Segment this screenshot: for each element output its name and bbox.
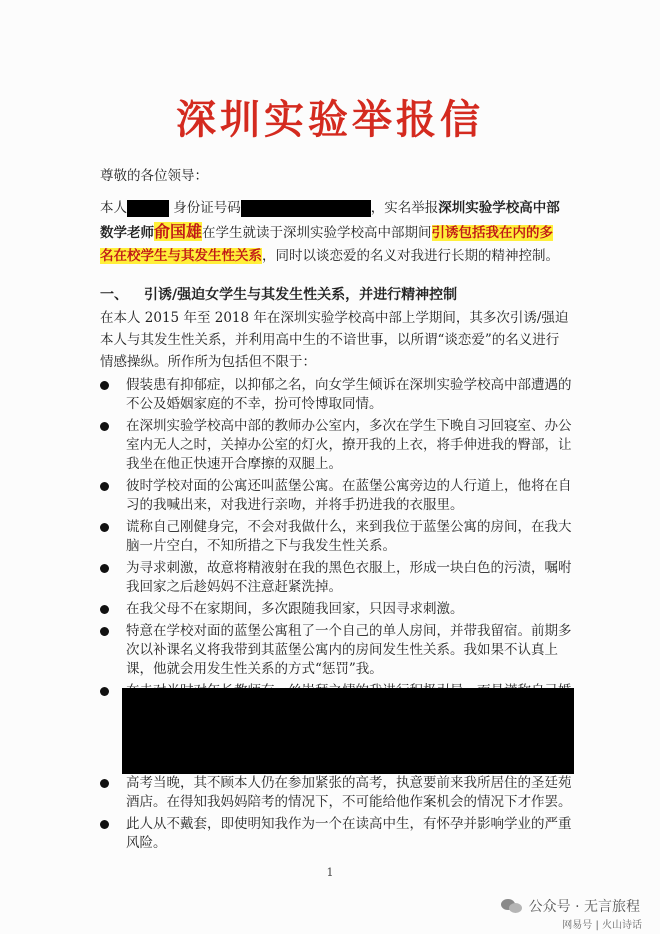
intro-line-1: 本人 身份证号码 ，实名举报深圳实验学校高中部 bbox=[100, 200, 560, 216]
wechat-icon bbox=[501, 897, 523, 915]
highlighted-text: 名在校学生与其发生性关系 bbox=[100, 248, 262, 264]
list-item: 此人从不戴套，即使明知我作为一个在读高中生，有怀孕并影响学业的严重风险。 bbox=[100, 815, 572, 853]
intro-paragraph: 在本人 2015 年至 2018 年在深圳实验学校高中部上学期间，其多次引诱/强迫本人与其发生性关系，并利用高中生的不谙世事，以所谓“谈恋爱”的名义进行情感操纵。所作所为包括但不限于： bbox=[100, 310, 569, 370]
highlighted-text: 引诱包括我在内的多 bbox=[431, 225, 554, 241]
page-number: 1 bbox=[326, 866, 334, 879]
document-title: 深圳实验举报信 bbox=[176, 97, 484, 143]
bullet-dot-icon bbox=[100, 820, 109, 829]
bullet-dot-icon bbox=[100, 564, 109, 573]
bullet-dot-icon bbox=[100, 523, 109, 532]
list-item: 特意在学校对面的蓝堡公寓租了一个自己的单人房间，并带我留宿。前期多次以补课名义将我带到其蓝堡公寓内的房间发生性关系。我如果不认真上课，他就会用发生性关系的方式“惩罚”我。 bbox=[100, 622, 572, 679]
list-item: 为寻求刺激，故意将精液射在我的黑色衣服上，形成一块白色的污渍，嘱咐我回家之后趁妈妈不注意赶紧洗掉。 bbox=[100, 559, 572, 597]
section-heading: 一、 引诱/强迫女学生与其发生性关系，并进行精神控制 bbox=[100, 287, 458, 303]
intro-line-2: 数学老师俞国雄在学生就读于深圳实验学校高中部期间引诱包括我在内的多 bbox=[100, 222, 554, 241]
bullet-dot-icon bbox=[100, 605, 109, 614]
bullet-dot-icon bbox=[100, 779, 109, 788]
bullet-dot-icon bbox=[100, 381, 109, 390]
redaction-block bbox=[241, 200, 371, 217]
bullet-dot-icon bbox=[100, 627, 109, 636]
greeting: 尊敬的各位领导： bbox=[100, 168, 208, 184]
bullet-dot-icon bbox=[100, 687, 109, 696]
list-item: 假装患有抑郁症，以抑郁之名，向女学生倾诉在深圳实验学校高中部遭遇的不公及婚姻家庭的不幸，扮可怜博取同情。 bbox=[100, 376, 572, 414]
sub-watermark: 网易号 | 火山诗话 bbox=[562, 920, 642, 931]
bullet-dot-icon bbox=[100, 482, 109, 491]
list-item: 在深圳实验学校高中部的教师办公室内，多次在学生下晚自习回寝室、办公室内无人之时，关掉办公室的灯火，撩开我的上衣，将手伸进我的臀部，让我坐在他正快速开合摩擦的双腿上。 bbox=[100, 417, 572, 474]
list-item: 谎称自己刚健身完，不会对我做什么，来到我位于蓝堡公寓的房间，在我大脑一片空白，不知所措之下与我发生性关系。 bbox=[100, 518, 572, 556]
list-item: 在我父母不在家期间，多次跟随我回家，只因寻求刺激。 bbox=[100, 600, 572, 619]
list-item: 高考当晚，其不顾本人仍在参加紧张的高考，执意要前来我所居住的圣廷苑酒店。在得知我妈妈陪考的情况下，不可能给他作案机会的情况下才作罢。 bbox=[100, 774, 572, 812]
highlighted-name: 俞国雄 bbox=[154, 222, 203, 241]
watermark-footer bbox=[501, 896, 640, 916]
bullet-list-continued bbox=[100, 774, 572, 856]
redaction-block bbox=[122, 688, 574, 774]
bullet-dot-icon bbox=[100, 422, 109, 431]
list-item: 彼时学校对面的公寓还叫蓝堡公寓。在蓝堡公寓旁边的人行道上，他将在自习的我喊出来，对我进行亲吻，并将手扔进我的衣服里。 bbox=[100, 477, 572, 515]
intro-line-3: 名在校学生与其发生性关系，同时以谈恋爱的名义对我进行长期的精神控制。 bbox=[100, 248, 559, 264]
footer-text: 公众号 · 无言旅程 bbox=[528, 899, 640, 915]
redaction-block bbox=[127, 200, 169, 217]
